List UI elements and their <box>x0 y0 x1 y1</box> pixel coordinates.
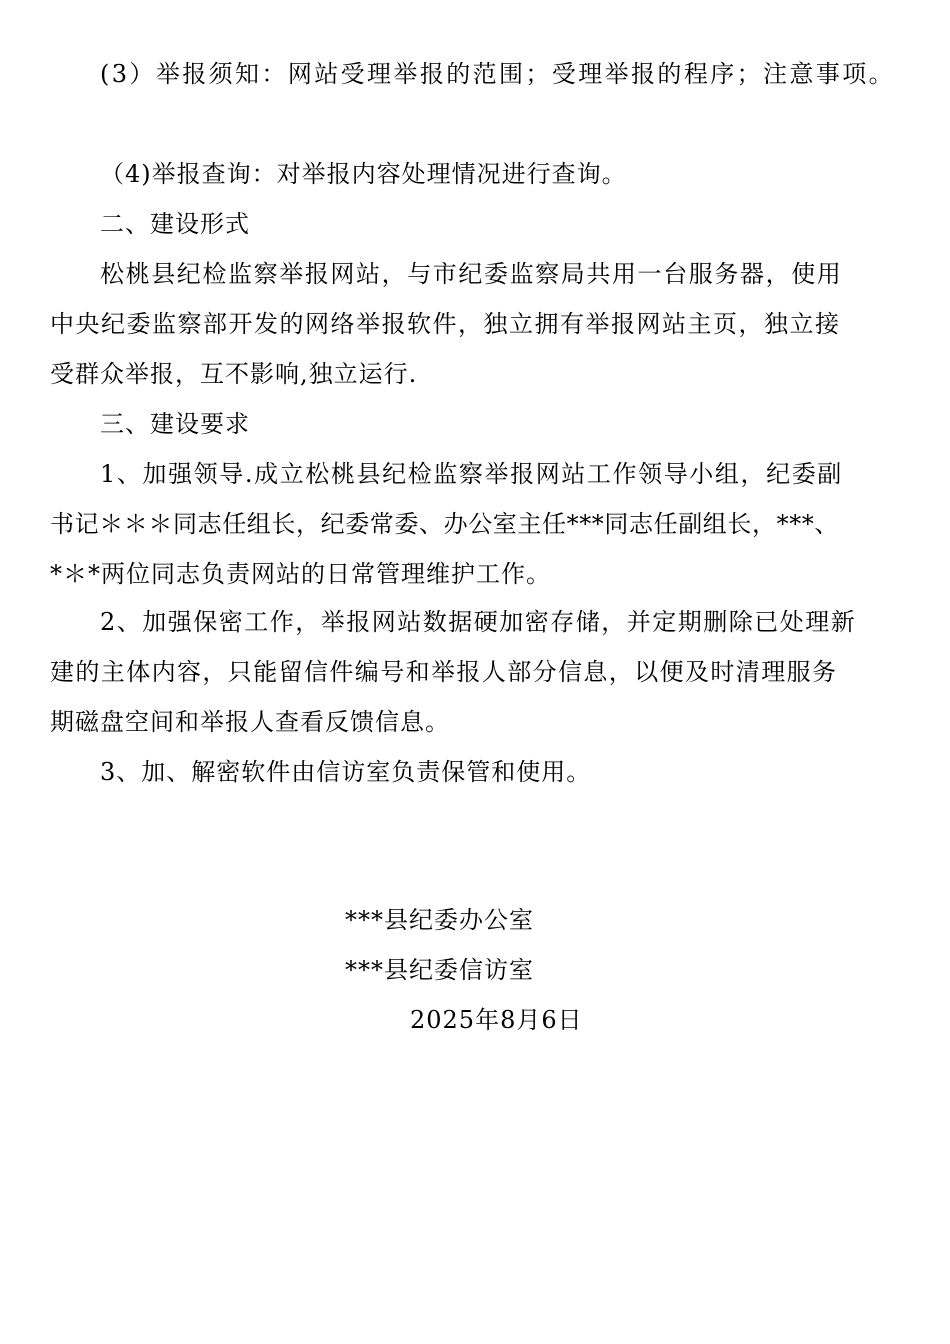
item-4-report-query: （4)举报查询：对举报内容处理情况进行查询。 <box>100 160 627 188</box>
section-3-heading: 三、建设要求 <box>100 410 250 438</box>
requirement-3-paragraph: 3、加、解密软件由信访室负责保管和使用。 <box>100 758 592 786</box>
paragraph-line: 期磁盘空间和举报人查看反馈信息。 <box>50 708 450 736</box>
paragraph-line: 2、加强保密工作，举报网站数据硬加密存储，并定期删除已处理新 <box>100 608 857 636</box>
section-2-heading: 二、建设形式 <box>100 210 250 238</box>
paragraph-line: 书记＊＊＊同志任组长，纪委常委、办公室主任***同志任副组长，***、 <box>50 510 839 538</box>
signature-office-2: ***县纪委信访室 <box>345 956 534 984</box>
paragraph-line: 中央纪委监察部开发的网络举报软件，独立拥有举报网站主页，独立接 <box>50 310 841 338</box>
signature-date: 2025年8月6日 <box>410 1006 583 1034</box>
paragraph-line: 松桃县纪检监察举报网站，与市纪委监察局共用一台服务器，使用 <box>100 260 843 288</box>
item-3-report-notice: (3）举报须知：网站受理举报的范围；受理举报的程序；注意事项。 <box>100 60 896 88</box>
paragraph-line: 受群众举报，互不影响,独立运行. <box>50 360 418 388</box>
paragraph-line: 建的主体内容，只能留信件编号和举报人部分信息，以便及时清理服务 <box>50 658 838 686</box>
paragraph-line: 1、加强领导.成立松桃县纪检监察举报网站工作领导小组，纪委副 <box>100 460 843 488</box>
paragraph-line: *＊*两位同志负责网站的日常管理维护工作。 <box>50 560 551 588</box>
signature-office-1: ***县纪委办公室 <box>345 906 534 934</box>
